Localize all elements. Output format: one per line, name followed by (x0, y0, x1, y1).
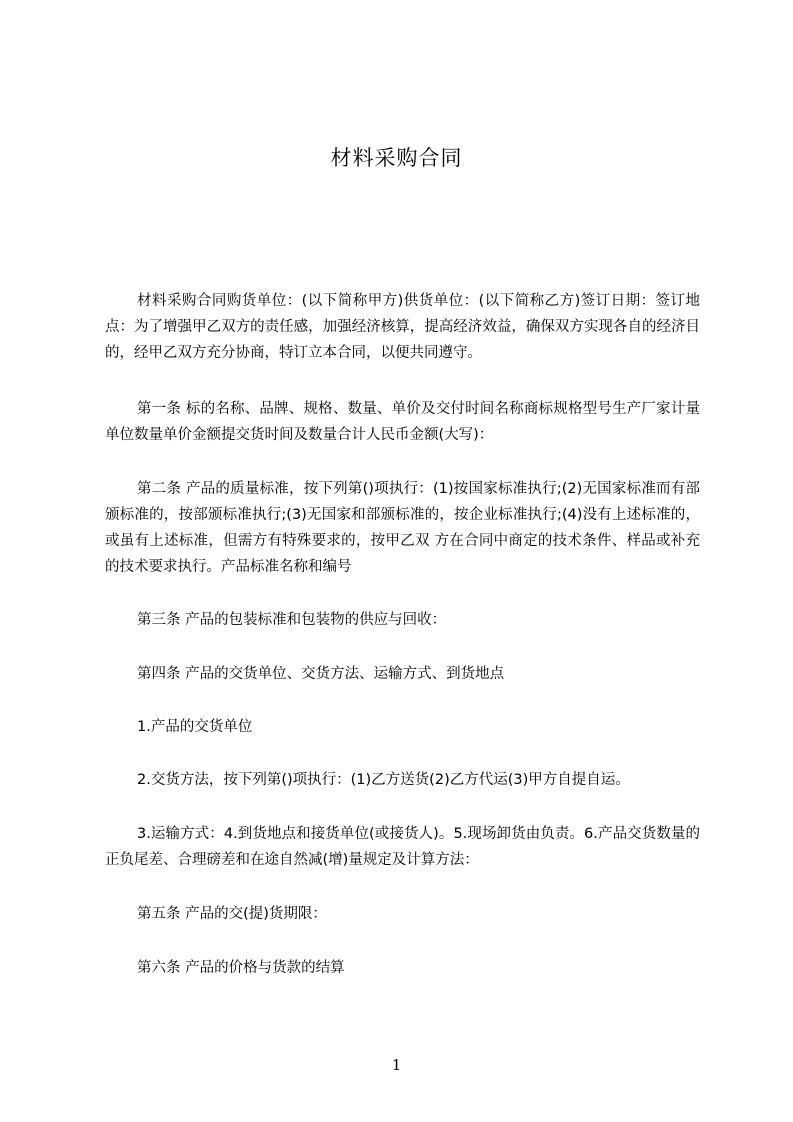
delivery-unit-item: 1.产品的交货单位 (137, 719, 253, 735)
article-3-paragraph: 第三条 产品的包装标准和包装物的供应与回收： (137, 612, 447, 628)
article-4-paragraph: 第四条 产品的交货单位、交货方法、运输方式、到货地点 (137, 666, 505, 682)
article-1-paragraph: 第一条 标的名称、品牌、规格、数量、单价及交付时间名称商标规格型号生产厂家计量单位数量单价金额提交货时间及数量合计人民币金额(大写)： (105, 401, 700, 443)
page-number: 1 (391, 1056, 402, 1074)
document-title: 材料采购合同 (330, 146, 463, 170)
intro-paragraph: 材料采购合同购货单位：(以下简称甲方)供货单位：(以下简称乙方)签订日期：签订地点：为了增强甲乙双方的责任感，加强经济核算，提高经济效益，确保双方实现各自的经济目的，经甲乙双方充分协商，特订立本合同，以便共同遵守。 (105, 293, 700, 361)
article-2-paragraph: 第二条 产品的质量标准，按下列第()项执行：(1)按国家标准执行;(2)无国家标准而有部颁标准的，按部颁标准执行;(3)无国家和部颁标准的，按企业标准执行;(4)没有上述标准的，或虽有上述标准，但需方有特殊要求的，按甲乙双 方在合同中商定的技术条件、样品或补充的技术要求执行。产品标准名称和编号 (105, 481, 700, 575)
delivery-method-item: 2.交货方法，按下列第()项执行：(1)乙方送货(2)乙方代运(3)甲方自提自运。 (137, 772, 630, 788)
article-6-paragraph: 第六条 产品的价格与货款的结算 (137, 960, 345, 976)
transport-item-paragraph: 3.运输方式：4.到货地点和接货单位(或接货人)。5.现场卸货由负责。6.产品交货数量的正负尾差、合理磅差和在途自然减(增)量规定及计算方法： (105, 826, 700, 868)
article-5-paragraph: 第五条 产品的交(提)货期限： (137, 906, 327, 922)
